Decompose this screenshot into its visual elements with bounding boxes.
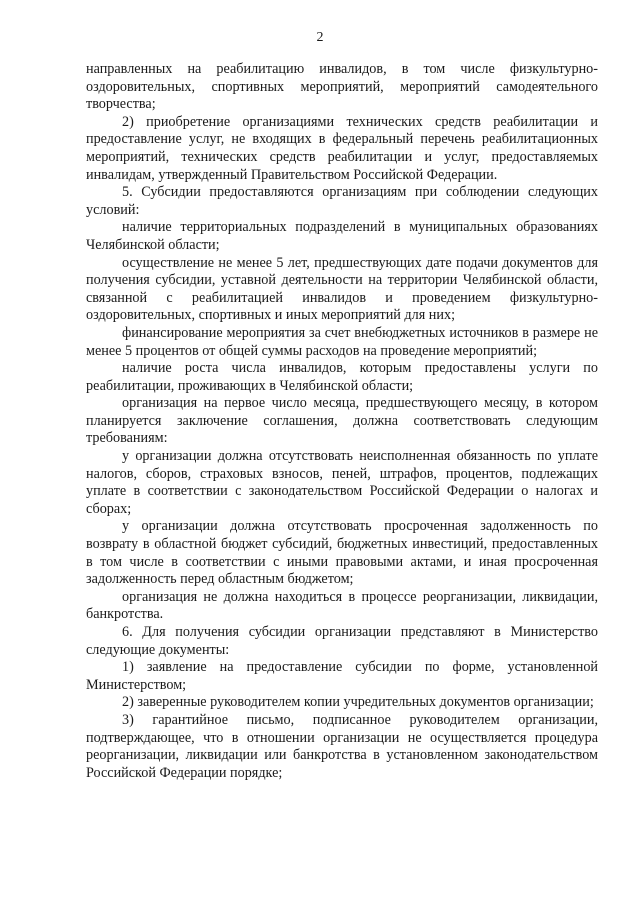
document-body xyxy=(86,61,598,782)
paragraph-continuation: направленных на реабилитацию инвалидов, в том числе физкультурно-оздоровительных, спортивных мероприятий, мероприятий самодеятельного творчества; xyxy=(86,61,598,113)
paragraph-requirement-debt: у организации должна отсутствовать просроченная задолженность по возврату в областной бюджет субсидий, бюджетных инвестиций, предоставленных в том числе в соответствии с иными правовыми актами, и иная просроченная задолженность перед областным бюджетом; xyxy=(86,518,598,588)
paragraph-section-5: 5. Субсидии предоставляются организациям при соблюдении следующих условий: xyxy=(86,184,598,218)
paragraph-document-1: 1) заявление на предоставление субсидии по форме, установленной Министерством; xyxy=(86,659,598,693)
paragraph-section-6: 6. Для получения субсидии организации представляют в Министерство следующие документы: xyxy=(86,624,598,658)
paragraph-condition-activity: осуществление не менее 5 лет, предшествующих дате подачи документов для получения субсидии, уставной деятельности на территории Челябинской области, связанной с реабилитацией инвалидов и проведением физкультурно-оздоровительных, спортивных и иных мероприятий для них; xyxy=(86,254,598,324)
paragraph-condition-territorial: наличие территориальных подразделений в муниципальных образованиях Челябинской области; xyxy=(86,219,598,253)
paragraph-condition-financing: финансирование мероприятия за счет внебюджетных источников в размере не менее 5 процентов от общей суммы расходов на проведение мероприятий; xyxy=(86,324,598,359)
paragraph-condition-requirements: организация на первое число месяца, предшествующего месяцу, в котором планируется заключение соглашения, должна соответствовать следующим требованиям: xyxy=(86,395,598,447)
paragraph-requirement-taxes: у организации должна отсутствовать неисполненная обязанность по уплате налогов, сборов, страховых взносов, пеней, штрафов, процентов, подлежащих уплате в соответствии с законодательством Российской Федерации о налогах и сборах; xyxy=(86,448,598,517)
paragraph-document-3: 3) гарантийное письмо, подписанное руководителем организации, подтверждающее, что в отношении организации не осуществляется процедура реорганизации, ликвидации или банкротства в установленном законодательством Российской Федерации порядке; xyxy=(86,711,598,781)
paragraph-requirement-reorganization: организация не должна находиться в процессе реорганизации, ликвидации, банкротства. xyxy=(86,588,598,623)
paragraph-document-2: 2) заверенные руководителем копии учредительных документов организации; xyxy=(122,694,594,711)
paragraph-item-2: 2) приобретение организациями технических средств реабилитации и предоставление услуг, не входящих в федеральный перечень реабилитационных мероприятий, технических средств реабилитации и услуг, предоставляемых инвалидам, утвержденный Правительством Российской Федерации. xyxy=(86,113,598,183)
page-number: 2 xyxy=(316,30,324,45)
paragraph-condition-growth: наличие роста числа инвалидов, которым предоставлены услуги по реабилитации, проживающих в Челябинской области; xyxy=(86,360,598,394)
